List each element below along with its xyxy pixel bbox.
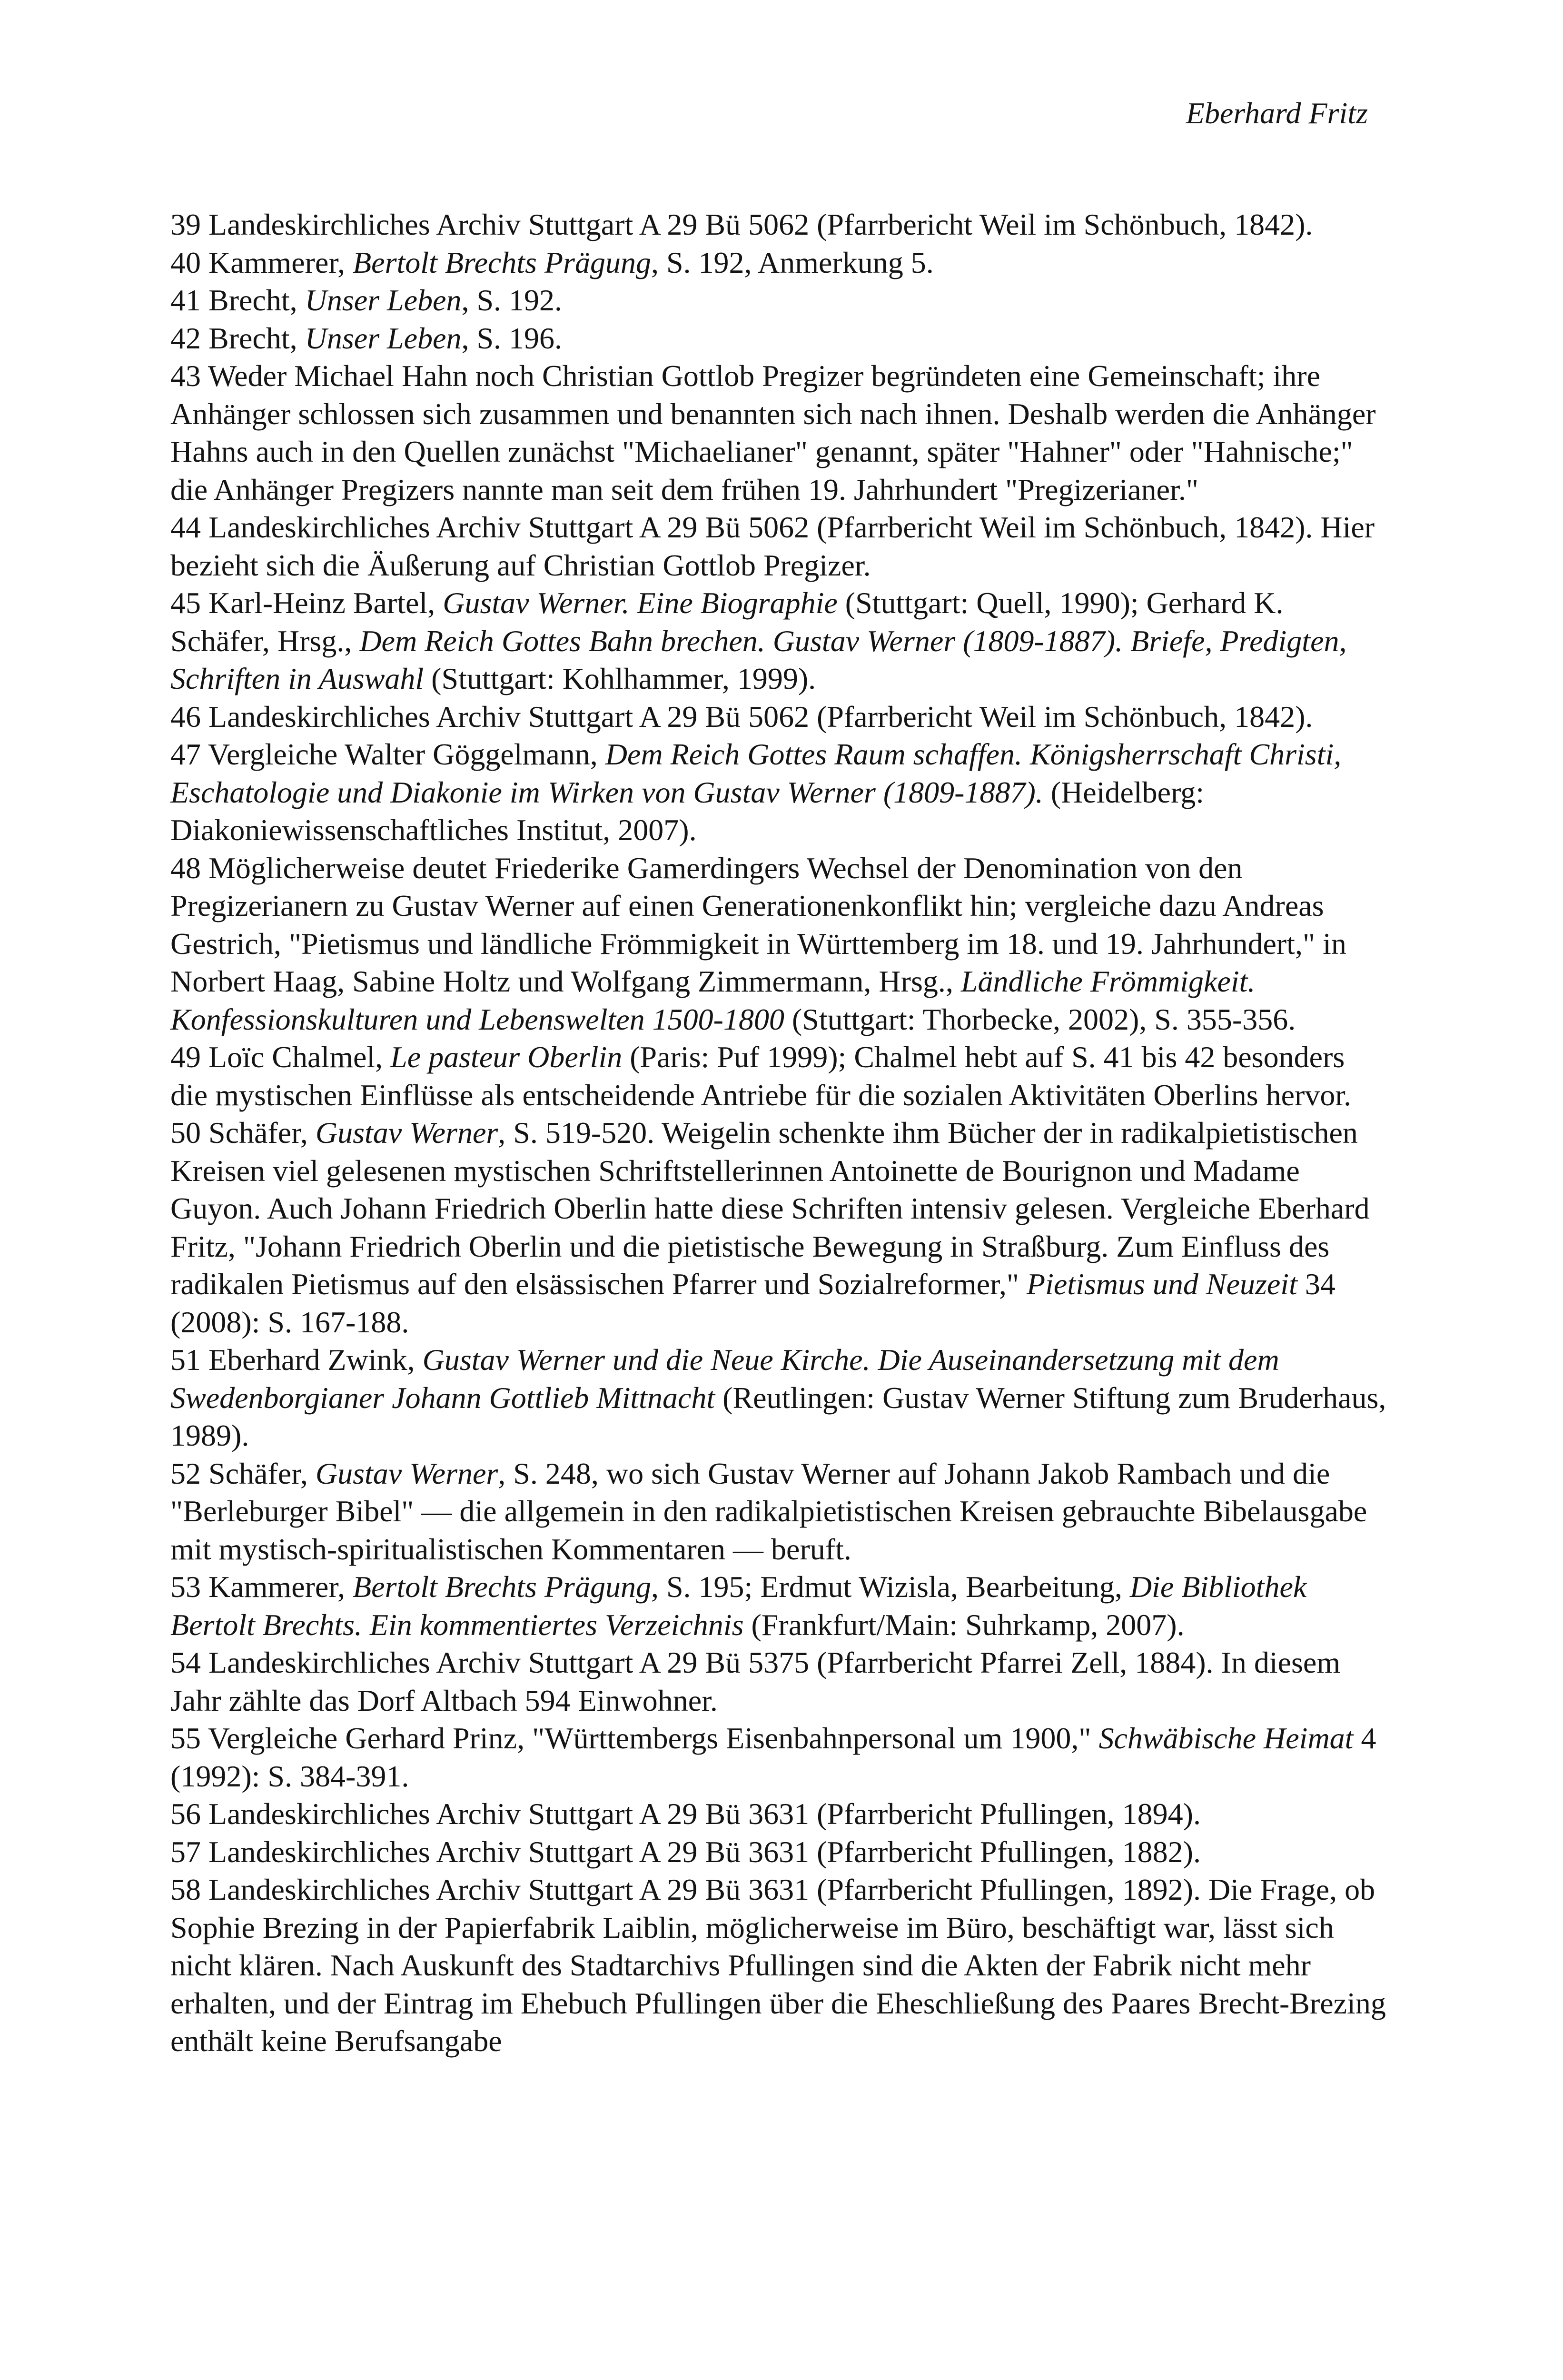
footnote-number: 39 [170, 208, 201, 241]
footnote-text: Landeskirchliches Archiv Stuttgart A 29 Bü 5375 (Pfarrbericht Pfarrei Zell, 1884). In diesem Jahr zählte das Dorf Altbach 594 Einwohner. [170, 1646, 1341, 1717]
footnote-text: Landeskirchliches Archiv Stuttgart A 29 Bü 3631 (Pfarrbericht Pfullingen, 1894). [208, 1797, 1201, 1831]
footnote-number: 40 [170, 245, 201, 279]
footnote-text: Landeskirchliches Archiv Stuttgart A 29 Bü 5062 (Pfarrbericht Weil im Schönbuch, 1842). [208, 208, 1313, 241]
footnote-text: Karl-Heinz Bartel, [208, 586, 443, 620]
footnote-italic-title: Ländliche Frömmigkeit. Konfessionskulturen und Lebenswelten 1500-1800 [170, 964, 1256, 1036]
footnote-italic-title: Gustav Werner [315, 1456, 498, 1490]
footnote-number: 46 [170, 699, 201, 734]
footnote-56 [170, 1795, 1389, 1833]
footnote-52 [170, 1455, 1389, 1568]
footnote-number: 48 [170, 851, 201, 885]
footnote-44 [170, 508, 1389, 584]
footnote-text: (Stuttgart: Kohlhammer, 1999). [424, 662, 816, 695]
footnote-text: Vergleiche Gerhard Prinz, "Württembergs Eisenbahnpersonal um 1900," [208, 1721, 1099, 1755]
footnote-57 [170, 1833, 1389, 1871]
footnote-text: , S. 192, Anmerkung 5. [651, 245, 934, 279]
footnote-number: 49 [170, 1040, 201, 1074]
footnote-number: 58 [170, 1873, 201, 1906]
footnote-text: (Stuttgart: Quell, 1990); Gerhard K. Schäfer, Hrsg., [170, 586, 1284, 658]
footnote-number: 54 [170, 1646, 201, 1679]
footnote-text: Landeskirchliches Archiv Stuttgart A 29 Bü 5062 (Pfarrbericht Weil im Schönbuch, 1842). Hier bezieht sich die Äußerung auf Christian Gottlob Pregizer. [170, 510, 1375, 582]
running-head-author: Eberhard Fritz [1186, 96, 1368, 130]
footnote-number: 57 [170, 1835, 201, 1869]
footnote-italic-title: Die Bibliothek Bertolt Brechts. Ein kommentiertes Verzeichnis [170, 1570, 1307, 1642]
footnote-italic-title: Le pasteur Oberlin [390, 1040, 623, 1074]
footnote-italic-title: Dem Reich Gottes Bahn brechen. Gustav Werner (1809-1887). Briefe, Predigten, Schriften in Auswahl [170, 624, 1347, 695]
footnote-number: 56 [170, 1797, 201, 1831]
footnote-55 [170, 1719, 1389, 1795]
footnote-text: Schäfer, [208, 1456, 316, 1490]
footnote-50 [170, 1114, 1389, 1341]
footnotes-list [170, 206, 1389, 2060]
footnote-italic-title: Pietismus und Neuzeit [1027, 1267, 1297, 1301]
footnote-text: (Paris: Puf 1999); Chalmel hebt auf S. 41 bis 42 besonders die mystischen Einflüsse als entscheidende Antriebe für die sozialen Aktivitäten Oberlins hervor. [170, 1040, 1352, 1112]
footnote-47 [170, 735, 1389, 849]
footnote-46 [170, 698, 1389, 736]
footnote-text: Möglicherweise deutet Friederike Gamerdingers Wechsel der Denomination von den Pregizerianern zu Gustav Werner auf einen Generationenkonflikt hin; vergleiche dazu Andreas Gestrich, "Pietismus und ländliche Frömmigkeit in Württemberg im 18. und 19. Jahrhundert," in Norbert Haag, Sabine Holtz und Wolfgang Zimmermann, Hrsg., [170, 851, 1346, 998]
footnote-text: Brecht, [208, 283, 305, 317]
footnote-text: Landeskirchliches Archiv Stuttgart A 29 Bü 5062 (Pfarrbericht Weil im Schönbuch, 1842). [208, 699, 1313, 734]
footnote-51 [170, 1341, 1389, 1455]
footnote-number: 44 [170, 510, 201, 544]
footnote-48 [170, 849, 1389, 1039]
footnote-text: Kammerer, [208, 1570, 353, 1604]
footnote-text: , S. 192. [461, 283, 563, 317]
footnote-number: 55 [170, 1721, 201, 1755]
footnote-41 [170, 281, 1389, 319]
footnote-italic-title: Gustav Werner. Eine Biographie [443, 586, 838, 620]
footnote-text: Kammerer, [208, 245, 353, 279]
footnote-italic-title: Bertolt Brechts Prägung [353, 245, 651, 279]
footnote-text: Landeskirchliches Archiv Stuttgart A 29 Bü 3631 (Pfarrbericht Pfullingen, 1882). [208, 1835, 1201, 1869]
footnote-54 [170, 1644, 1389, 1719]
footnote-text: (Reutlingen: Gustav Werner Stiftung zum Bruderhaus, 1989). [170, 1380, 1386, 1452]
footnote-italic-title: Gustav Werner [315, 1116, 498, 1150]
footnote-text: , S. 196. [461, 321, 563, 355]
footnote-italic-title: Gustav Werner und die Neue Kirche. Die Auseinandersetzung mit dem Swedenborgianer Johann Gottlieb Mittnacht [170, 1343, 1279, 1415]
footnote-45 [170, 584, 1389, 698]
footnote-39 [170, 206, 1389, 244]
footnote-49 [170, 1038, 1389, 1114]
footnote-text: 34 (2008): S. 167-188. [170, 1267, 1335, 1339]
footnote-43 [170, 357, 1389, 508]
footnote-42 [170, 319, 1389, 357]
footnote-text: Loïc Chalmel, [208, 1040, 391, 1074]
footnote-text: 4 (1992): S. 384-391. [170, 1721, 1376, 1793]
footnote-number: 43 [170, 359, 201, 393]
footnote-number: 45 [170, 586, 201, 620]
footnote-text: (Frankfurt/Main: Suhrkamp, 2007). [743, 1607, 1185, 1642]
footnote-number: 42 [170, 321, 201, 355]
footnote-text: Eberhard Zwink, [208, 1343, 423, 1377]
footnote-number: 53 [170, 1570, 201, 1604]
footnote-number: 50 [170, 1116, 201, 1150]
footnote-italic-title: Schwäbische Heimat [1098, 1721, 1354, 1755]
footnote-number: 47 [170, 737, 201, 771]
footnote-text: , S. 248, wo sich Gustav Werner auf Johann Jakob Rambach und die "Berleburger Bibel" — die allgemein in den radikalpietistischen Kreisen gebrauchte Bibelausgabe mit mystisch-spiritualistischen Kommentaren — beruft. [170, 1456, 1367, 1566]
footnote-text: , S. 195; Erdmut Wizisla, Bearbeitung, [651, 1570, 1130, 1604]
footnote-number: 51 [170, 1343, 201, 1377]
footnote-text: Vergleiche Walter Göggelmann, [208, 737, 605, 771]
footnote-italic-title: Unser Leben [305, 283, 462, 317]
footnote-text: Brecht, [208, 321, 305, 355]
footnote-text: Schäfer, [208, 1116, 316, 1150]
footnote-53 [170, 1568, 1389, 1644]
footnote-italic-title: Bertolt Brechts Prägung [353, 1570, 651, 1604]
footnote-text: Landeskirchliches Archiv Stuttgart A 29 Bü 3631 (Pfarrbericht Pfullingen, 1892). Die Frage, ob Sophie Brezing in der Papierfabrik Laiblin, möglicherweise im Büro, beschäftigt war, lässt sich nicht klären. Nach Auskunft des Stadtarchivs Pfullingen sind die Akten der Fabrik nicht mehr erhalten, und der Eintrag im Ehebuch Pfullingen über die Eheschließung des Paares Brecht-Brezing enthält keine Berufsangabe [170, 1873, 1386, 2058]
footnote-text: (Heidelberg: Diakoniewissenschaftliches Institut, 2007). [170, 775, 1204, 847]
footnote-number: 52 [170, 1456, 201, 1490]
footnote-58 [170, 1871, 1389, 2060]
footnote-italic-title: Unser Leben [305, 321, 462, 355]
footnote-italic-title: Dem Reich Gottes Raum schaffen. Königsherrschaft Christi, Eschatologie und Diakonie im Wirken von Gustav Werner (1809-1887). [170, 737, 1342, 809]
footnote-text: (Stuttgart: Thorbecke, 2002), S. 355-356. [784, 1002, 1296, 1036]
footnote-40 [170, 244, 1389, 282]
footnote-text: Weder Michael Hahn noch Christian Gottlob Pregizer begründeten eine Gemeinschaft; ihre Anhänger schlossen sich zusammen und benannten sich nach ihnen. Deshalb werden die Anhänger Hahns auch in den Quellen zunächst "Michaelianer" genannt, später "Hahner" oder "Hahnische;" die Anhänger Pregizers nannte man seit dem frühen 19. Jahrhundert "Pregizerianer." [170, 359, 1376, 506]
footnote-number: 41 [170, 283, 201, 317]
footnote-text: , S. 519-520. Weigelin schenkte ihm Bücher der in radikalpietistischen Kreisen viel gelesenen mystischen Schriftstellerinnen Antoinette de Bourignon und Madame Guyon. Auch Johann Friedrich Oberlin hatte diese Schriften intensiv gelesen. Vergleiche Eberhard Fritz, "Johann Friedrich Oberlin und die pietistische Bewegung in Straßburg. Zum Einfluss des radikalen Pietismus auf den elsässischen Pfarrer und Sozialreformer," [170, 1116, 1370, 1301]
